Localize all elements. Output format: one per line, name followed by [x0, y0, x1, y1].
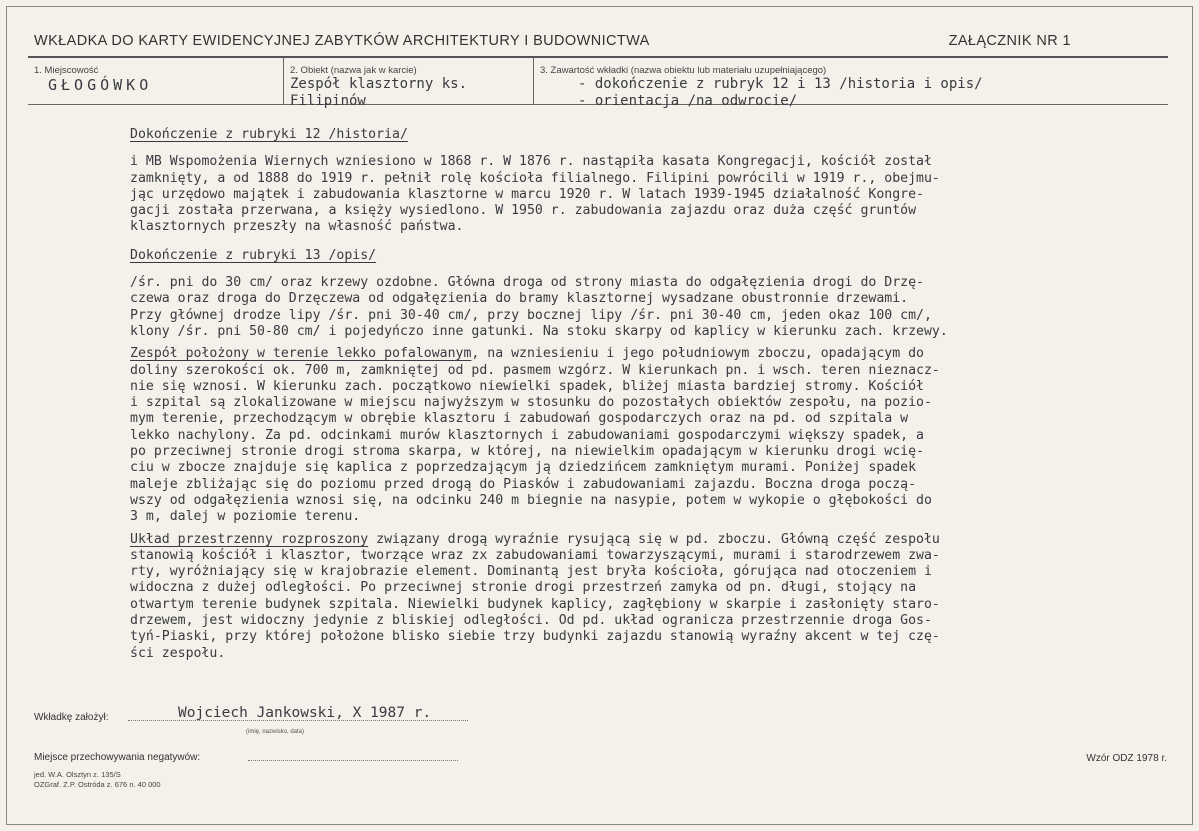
text-line: i szpital są zlokalizowane w miejscu najwyższym w stosunku do pozostałych obiektów zespołu, na pozio-	[130, 395, 932, 411]
contents-value-line: - orientacja /na odwrocie/	[578, 93, 798, 109]
form-pattern: Wzór ODZ 1978 r.	[1086, 753, 1167, 764]
locality-value: GŁOGÓWKO	[48, 76, 153, 94]
print-info-line: jed. W.A. Olsztyn z. 135/S	[34, 770, 121, 779]
prepared-by-caption: (imię, nazwisko, data)	[246, 729, 305, 735]
text-line: mym terenie, przechodzącym w obrębie klasztoru i zabudowań gospodarczych oraz na pd. od szpitala w	[130, 411, 909, 427]
header-divider	[28, 56, 1168, 58]
text-line: klasztornych przeszły na własność państwa.	[130, 219, 464, 235]
contents-label: 3. Zawartość wkładki (nazwa obiektu lub materiału uzupełniającego)	[540, 65, 827, 76]
layout-lead: Układ przestrzenny rozproszony	[130, 531, 369, 547]
field-separator	[283, 58, 284, 104]
text-line: widoczna z dużej odległości. Po przeciwnej stronie drogi przestrzeń zamyka od pn. długi, stojący na	[130, 580, 917, 596]
text-line: doliny szerokości ok. 700 m, zamkniętej od pd. pasmem wzgórz. W kierunkach pn. i wsch. teren nieznacz-	[130, 362, 940, 378]
text-line: drzewem, jest widoczny jedynie z bliskiej odległości. Od pd. układ ogranicza przestrzennie droga Gos-	[130, 613, 932, 629]
text-line: jąc urzędowo majątek i zabudowania klasztorne w marcu 1920 r. W latach 1939-1945 działalność Kongre-	[130, 186, 924, 202]
print-info	[34, 770, 161, 790]
text-line	[130, 532, 1170, 548]
text-line: czewa oraz droga do Drzęczewa od odgałęzienia do bramy klasztornej wysadzane obustronnie drzewami.	[130, 291, 909, 307]
text-line: ciu w zbocze znajduje się kaplica z poprzedzającym ją dziedzińcem zamkniętym murami. Poniżej spadek	[130, 460, 917, 476]
contents-value	[578, 76, 983, 110]
annex-number: ZAŁĄCZNIK NR 1	[948, 33, 1071, 49]
text-line: rty, wyróżniający się w krajobrazie element. Dominantą jest bryła kościoła, górująca nad otoczeniem i	[130, 564, 932, 580]
terrain-lead: Zespół położony w terenie lekko pofalowanym	[130, 346, 472, 362]
text-line: po przeciwnej stronie drogi stroma skarpa, w której, na niewielkim opadającym w kierunku drogi wcię-	[130, 444, 924, 460]
text-line: zamknięty, a od 1888 do 1919 r. pełnił rolę kościoła filialnego. Filipini powrócili w 1919 r., obejmu-	[130, 170, 940, 186]
text-line: stanowią kościół i klasztor, tworzące wraz zx zabudowaniami towarzyszącymi, murami i starodrzewem zwa-	[130, 547, 940, 563]
text-line: 3 m, dalej w poziomie terenu.	[130, 509, 361, 525]
object-value-line: Filipinów	[290, 93, 366, 109]
text-line: nie się wznosi. W kierunku zach. początkowo niewielki spadek, bliżej miasta bardziej stromy. Kościół	[130, 378, 924, 394]
text-line: ści zespołu.	[130, 645, 226, 661]
locality-label: 1. Miejscowość	[34, 65, 99, 76]
contents-value-line: - dokończenie z rubryk 12 i 13 /historia i opis/	[578, 76, 983, 92]
prepared-by-label: Wkładkę założył:	[34, 712, 109, 723]
object-label: 2. Obiekt (nazwa jak w karcie)	[290, 65, 417, 76]
history-text	[130, 154, 1170, 235]
description-text	[130, 275, 1170, 340]
terrain-paragraph	[130, 346, 1170, 525]
text-line: i MB Wspomożenia Wiernych wzniesiono w 1868 r. W 1876 r. nastąpiła kasata Kongregacji, kościół został	[130, 154, 932, 170]
text-line: maleje zbliżając się do poziomu przed drogą do Piasków i zabudowaniami zajazdu. Boczna droga począ-	[130, 476, 917, 492]
text-line: otwartym terenie budynek szpitala. Niewielki budynek kaplicy, zagłębiony w skarpie i zasłonięty staro-	[130, 596, 940, 612]
form-title: WKŁADKA DO KARTY EWIDENCYJNEJ ZABYTKÓW ARCHITEKTURY I BUDOWNICTWA	[34, 33, 650, 49]
section-heading-history: Dokończenie z rubryki 12 /historia/	[130, 127, 408, 142]
text-line	[130, 346, 1170, 362]
text-line: gacji została przerwana, a księży wysiedlono. W 1950 r. zabudowania zajazdu oraz duża część gruntów	[130, 203, 917, 219]
print-info-line: OZGraf. Z.P. Ostróda z. 676 n. 40 000	[34, 780, 161, 789]
negatives-location-label: Miejsce przechowywania negatywów:	[34, 752, 201, 763]
terrain-first-rest: , na wzniesieniu i jego południowym zboczu, opadającym do	[471, 346, 924, 362]
object-value-line: Zespół klasztorny ks.	[290, 76, 468, 92]
negatives-location-line	[248, 760, 458, 761]
field-separator	[533, 58, 534, 104]
typed-body	[130, 127, 1170, 662]
section-heading-description: Dokończenie z rubryki 13 /opis/	[130, 247, 377, 263]
text-line: wszy od odgałęzienia wznosi się, na odcinku 240 m biegnie na nasypie, potem w wykopie o głębokości do	[130, 492, 932, 508]
text-line: tyń-Piaski, przy której położone blisko siebie trzy budynki zajazdu stanowią wyraźny akcent w tej czę-	[130, 629, 940, 645]
layout-paragraph	[130, 532, 1170, 662]
text-line: /śr. pni do 30 cm/ oraz krzewy ozdobne. Główna droga od strony miasta do odgałęzienia drogi do Drzę-	[130, 275, 924, 291]
text-line: lekko nachylony. Za pd. odcinkami murów klasztornych i zabudowaniami gospodarczymi większy spadek, a	[130, 427, 924, 443]
prepared-by-value: Wojciech Jankowski, X 1987 r.	[178, 705, 432, 721]
text-line: Przy głównej drodze lipy /śr. pni 30-40 cm/, przy bocznej lipy /śr. pni 30-40 cm, jeden okaz 100 cm/,	[130, 307, 932, 323]
text-line: klony /śr. pni 50-80 cm/ i pojedyńczo inne gatunki. Na stoku skarpy od kaplicy w kierunku zach. krzewy.	[130, 323, 948, 339]
object-value	[290, 76, 467, 110]
layout-first-rest: związany drogą wyraźnie rysującą się w pd. zboczu. Główną część zespołu	[368, 531, 940, 547]
